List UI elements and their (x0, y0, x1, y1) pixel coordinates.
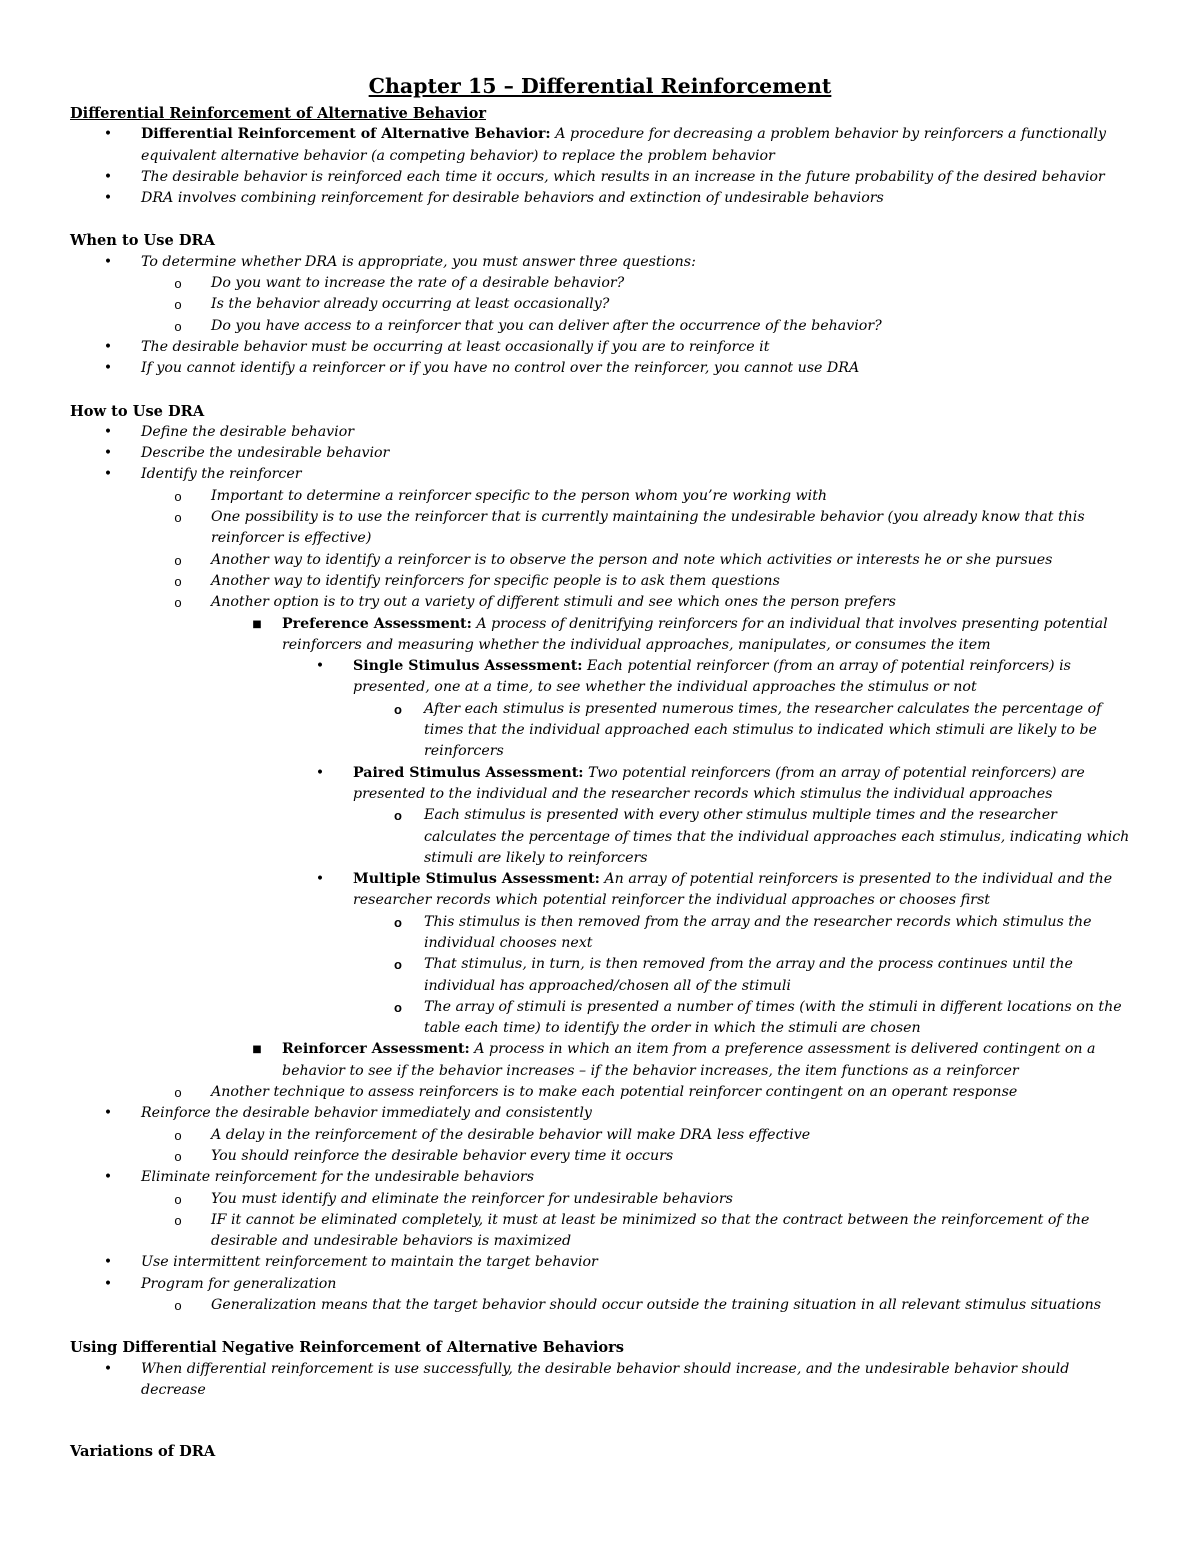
bullet-marker: • (103, 1275, 113, 1292)
list-item (70, 294, 1130, 315)
list-item (70, 358, 1130, 379)
definition-text: An array of potential reinforcers is presented to the individual and the researcher records which potential reinforcer the individual approaches or chooses first (353, 871, 1113, 909)
section-heading: When to Use DRA (70, 232, 215, 250)
definition-term: Single Stimulus Assessment: (353, 658, 583, 675)
bullet-marker: • (103, 1254, 113, 1271)
list-item (70, 1146, 1130, 1167)
sub-bullet-marker: o (394, 701, 402, 717)
list-item (70, 464, 1130, 485)
definition-term: Reinforcer Assessment: (282, 1041, 470, 1058)
list-item-text: After each stimulus is presented numerous times, the researcher calculates the percentage of times that the individual approached each stimulus to indicated which stimuli are likely to be reinforcers (424, 700, 1102, 760)
bullet-marker: • (103, 126, 113, 143)
list-item (70, 1295, 1130, 1316)
bullet-marker: • (103, 423, 113, 440)
list-item-text: Eliminate reinforcement for the undesirable behaviors (141, 1169, 534, 1186)
sub-bullet-list (70, 486, 1130, 614)
list-item (70, 316, 1130, 337)
sub-bullet-list (70, 699, 1130, 763)
list-item-text: DRA involves combining reinforcement for desirable behaviors and extinction of undesirable behaviors (141, 190, 884, 207)
bullet-list (70, 422, 1130, 486)
list-item (70, 869, 1130, 912)
list-item-text: Identify the reinforcer (141, 466, 302, 483)
list-item (70, 1082, 1130, 1103)
bullet-marker: • (103, 253, 113, 270)
list-item (70, 486, 1130, 507)
list-item (70, 1125, 1130, 1146)
definition-text: A process of denitrifying reinforcers for an individual that involves presenting potential reinforcers and measuring whether the individual approaches, manipulates, or consumes the item (282, 615, 1108, 653)
sub-bullet-marker: o (174, 1085, 182, 1101)
list-item (70, 188, 1130, 209)
sub-bullet-marker: o (174, 297, 182, 313)
sub-bullet-marker: o (394, 808, 402, 824)
sub-bullet-marker: o (174, 1127, 182, 1143)
list-item-text: Each stimulus is presented with every other stimulus multiple times and the researcher calculates the percentage of times that the individual approaches each stimulus, indicating which stimuli are likely to reinforcers (424, 807, 1130, 866)
list-item-text: One possibility is to use the reinforcer that is currently maintaining the undesirable behavior (you already know that this reinforcer is effective) (211, 509, 1085, 547)
sub-bullet-list (70, 1189, 1130, 1253)
list-item-text: Describe the undesirable behavior (141, 445, 390, 462)
definition-text: A process in which an item from a preference assessment is delivered contingent on a behavior to see if the behavior increases – if the behavior increases, the item functions as a reinforcer (282, 1041, 1096, 1079)
section-heading: Using Differential Negative Reinforcement of Alternative Behaviors (70, 1339, 625, 1357)
list-item-text: Is the behavior already occurring at least occasionally? (211, 296, 610, 313)
bullet-marker: • (103, 360, 113, 377)
list-item-text: Another way to identify a reinforcer is to observe the person and note which activities or interests he or she pursues (211, 551, 1053, 568)
list-item-text: Generalization means that the target behavior should occur outside the training situation in all relevant stimulus situations (211, 1297, 1102, 1314)
list-item-text: IF it cannot be eliminated completely, it must at least be minimized so that the contract between the reinforcement of the desirable and undesirable behaviors is maximized (211, 1211, 1090, 1250)
list-item (70, 1274, 1130, 1295)
bullet-marker: • (103, 1105, 113, 1122)
sub-bullet-list (70, 805, 1130, 869)
list-item (70, 252, 1130, 273)
bullet-list (70, 252, 1130, 273)
bullet-marker: • (103, 466, 113, 483)
list-item (70, 507, 1130, 550)
sub-bullet-list (70, 869, 1130, 912)
sub-bullet-marker: o (174, 1148, 182, 1164)
bullet-marker: • (103, 168, 113, 185)
list-item (70, 1039, 1130, 1082)
list-item-text: Another way to identify reinforcers for specific people is to ask them questions (211, 572, 780, 589)
list-item-text: The array of stimuli is presented a number of times (with the stimuli in different locations on the table each time) to identify the order in which the stimuli are chosen (424, 998, 1122, 1037)
bullet-marker: • (103, 338, 113, 355)
definition-text: Two potential reinforcers (from an array of potential reinforcers) are presented to the individual and the researcher records which stimulus the individual approaches (353, 764, 1085, 802)
section-variations (70, 1441, 1130, 1462)
list-item-text: Reinforce the desirable behavior immediately and consistently (141, 1105, 592, 1122)
list-item-text: Define the desirable behavior (141, 423, 355, 440)
bullet-list (70, 1103, 1130, 1124)
sub-bullet-marker: o (174, 510, 182, 526)
bullet-list (70, 1167, 1130, 1188)
sub-bullet-list (70, 1125, 1130, 1168)
list-item (70, 997, 1130, 1040)
definition-term: Paired Stimulus Assessment: (353, 764, 584, 781)
bullet-list (70, 124, 1130, 209)
sub-bullet-marker: o (394, 999, 402, 1015)
section-heading: Differential Reinforcement of Alternative Behavior (70, 105, 487, 122)
sub-bullet-list (70, 1082, 1130, 1103)
sub-bullet-list (70, 1295, 1130, 1316)
list-item-text: If you cannot identify a reinforcer or if you have no control over the reinforcer, you cannot use DRA (141, 360, 860, 377)
list-item-text: Do you want to increase the rate of a desirable behavior? (211, 275, 625, 292)
section-heading: Variations of DRA (70, 1443, 216, 1461)
list-item (70, 1167, 1130, 1188)
sub-bullet-list (70, 763, 1130, 806)
list-item (70, 656, 1130, 699)
list-item (70, 912, 1130, 955)
sub-bullet-list (70, 273, 1130, 337)
sub-bullet-marker: o (174, 552, 182, 568)
list-item (70, 1103, 1130, 1124)
sub-bullet-marker: o (174, 318, 182, 334)
sub-bullet-marker: o (394, 957, 402, 973)
list-item (70, 124, 1130, 167)
section-heading: How to Use DRA (70, 402, 205, 420)
list-item-text: Another option is to try out a variety of different stimuli and see which ones the person prefers (211, 594, 896, 611)
sub-bullet-marker: o (394, 914, 402, 930)
list-item (70, 1252, 1130, 1273)
list-item-text: You should reinforce the desirable behavior every time it occurs (211, 1147, 674, 1164)
list-item-text: The desirable behavior must be occurring at least occasionally if you are to reinforce it (141, 338, 770, 355)
list-item-text: Use intermittent reinforcement to maintain the target behavior (141, 1254, 598, 1271)
bullet-marker: • (315, 658, 325, 675)
list-item (70, 167, 1130, 188)
list-item-text: The desirable behavior is reinforced each time it occurs, which results in an increase in the future probability of the desired behavior (141, 168, 1105, 185)
bullet-marker: • (103, 1169, 113, 1186)
list-item (70, 571, 1130, 592)
list-item-text: Important to determine a reinforcer specific to the person whom you’re working with (211, 487, 828, 504)
sub-bullet-marker: o (174, 276, 182, 292)
sub-bullet-marker: o (174, 1191, 182, 1207)
list-item (70, 805, 1130, 869)
list-item (70, 1210, 1130, 1253)
list-item-text: Do you have access to a reinforcer that you can deliver after the occurrence of the behavior? (211, 317, 882, 334)
list-item (70, 699, 1130, 763)
bullet-marker: • (315, 871, 325, 888)
list-item-text: Another technique to assess reinforcers is to make each potential reinforcer contingent on an operant response (211, 1084, 1018, 1101)
list-item (70, 592, 1130, 613)
list-item-text: You must identify and eliminate the reinforcer for undesirable behaviors (211, 1190, 733, 1207)
sub-bullet-marker: o (174, 595, 182, 611)
bullet-marker: • (103, 190, 113, 207)
bullet-marker: • (103, 1360, 113, 1377)
section-negative-reinforcement (70, 1337, 1130, 1401)
sub-bullet-list (70, 912, 1130, 1040)
bullet-marker: • (103, 445, 113, 462)
list-item-text: This stimulus is then removed from the array and the researcher records which stimulus the individual chooses next (424, 913, 1092, 951)
page-title: Chapter 15 – Differential Reinforcement (368, 74, 832, 98)
list-item-text: A delay in the reinforcement of the desirable behavior will make DRA less effective (211, 1126, 811, 1143)
section-when-to-use (70, 230, 1130, 379)
bullet-list (70, 337, 1130, 380)
list-item (70, 422, 1130, 443)
bullet-list (70, 1252, 1130, 1295)
definition-term: Preference Assessment: (282, 615, 472, 632)
definition-text: Each potential reinforcer (from an array of potential reinforcers) is presented, one at a time, to see whether the individual approaches the stimulus or not (353, 658, 1071, 696)
list-item (70, 954, 1130, 997)
square-bullet-marker: ■ (252, 1044, 262, 1056)
sub-bullet-list (70, 656, 1130, 699)
list-item (70, 443, 1130, 464)
sub-bullet-marker: o (174, 488, 182, 504)
list-item-text: Program for generalization (141, 1275, 337, 1292)
list-item-text: To determine whether DRA is appropriate, you must answer three questions: (141, 253, 696, 270)
sub-bullet-marker: o (174, 573, 182, 589)
definition-term: Multiple Stimulus Assessment: (353, 871, 600, 888)
bullet-marker: • (315, 764, 325, 781)
list-item-text: When differential reinforcement is use successfully, the desirable behavior should increase, and the undesirable behavior should decrease (141, 1360, 1070, 1398)
list-item (70, 337, 1130, 358)
section-how-to-use (70, 401, 1130, 1317)
list-item (70, 273, 1130, 294)
list-item (70, 1189, 1130, 1210)
list-item (70, 614, 1130, 657)
sub-bullet-list (70, 1039, 1130, 1082)
square-bullet-marker: ■ (252, 618, 262, 630)
definition-text: A procedure for decreasing a problem behavior by reinforcers a functionally equivalent alternative behavior (a competing behavior) to replace the problem behavior (141, 126, 1106, 164)
sub-bullet-marker: o (174, 1212, 182, 1228)
list-item (70, 550, 1130, 571)
list-item-text: That stimulus, in turn, is then removed from the array and the process continues until the individual has approached/chosen all of the stimuli (424, 956, 1073, 994)
list-item (70, 763, 1130, 806)
bullet-list (70, 1359, 1130, 1402)
list-item (70, 1359, 1130, 1402)
section-dra (70, 103, 1130, 209)
definition-term: Differential Reinforcement of Alternative Behavior: (141, 126, 551, 143)
sub-bullet-list (70, 614, 1130, 657)
sub-bullet-marker: o (174, 1298, 182, 1314)
